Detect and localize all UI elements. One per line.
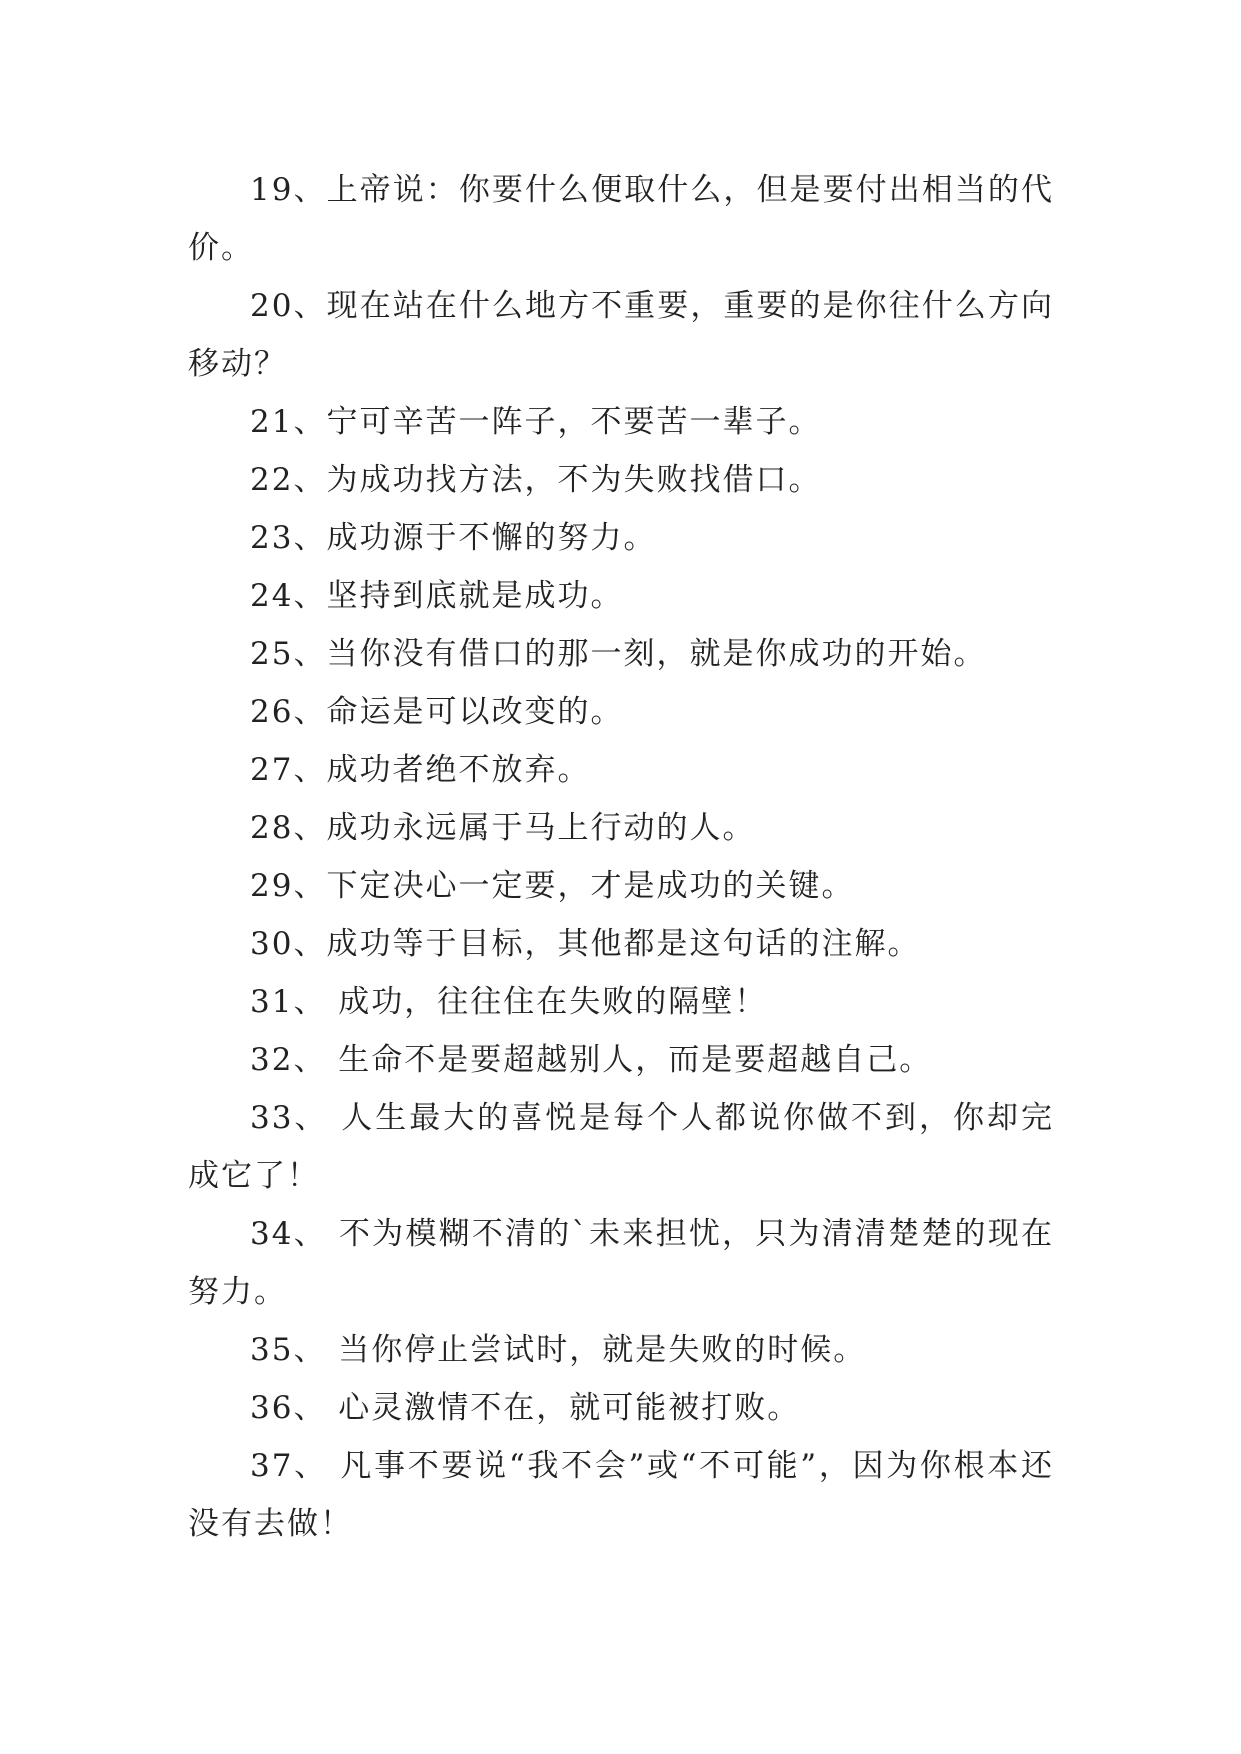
list-item: 34、 不为模糊不清的`未来担忧，只为清清楚楚的现在努力。 xyxy=(188,1216,1054,1310)
list-item: 28、成功永远属于马上行动的人。 xyxy=(250,810,756,846)
list-item: 26、命运是可以改变的。 xyxy=(250,694,624,730)
list-item: 23、成功源于不懈的努力。 xyxy=(250,520,657,556)
list-item: 35、 当你停止尝试时，就是失败的时候。 xyxy=(250,1332,867,1368)
list-item: 22、为成功找方法，不为失败找借口。 xyxy=(250,462,822,498)
list-item: 30、成功等于目标，其他都是这句话的注解。 xyxy=(250,926,921,962)
document-body xyxy=(188,161,1054,1553)
list-item: 31、 成功，往往住在失败的隔壁！ xyxy=(250,984,768,1020)
list-item: 19、上帝说：你要什么便取什么，但是要付出相当的代价。 xyxy=(188,172,1054,266)
list-item: 33、 人生最大的喜悦是每个人都说你做不到，你却完成它了！ xyxy=(188,1100,1054,1194)
list-item: 32、 生命不是要超越别人，而是要超越自己。 xyxy=(250,1042,933,1078)
list-item: 21、宁可辛苦一阵子，不要苦一辈子。 xyxy=(250,404,822,440)
list-item: 27、成功者绝不放弃。 xyxy=(250,752,591,788)
list-item: 20、现在站在什么地方不重要，重要的是你往什么方向移动？ xyxy=(188,288,1054,382)
list-item: 36、 心灵激情不在，就可能被打败。 xyxy=(250,1390,801,1426)
list-item: 37、 凡事不要说“我不会”或“不可能”，因为你根本还没有去做！ xyxy=(188,1448,1054,1542)
list-item: 24、坚持到底就是成功。 xyxy=(250,578,624,614)
list-item: 25、当你没有借口的那一刻，就是你成功的开始。 xyxy=(250,636,987,672)
list-item: 29、下定决心一定要，才是成功的关键。 xyxy=(250,868,855,904)
